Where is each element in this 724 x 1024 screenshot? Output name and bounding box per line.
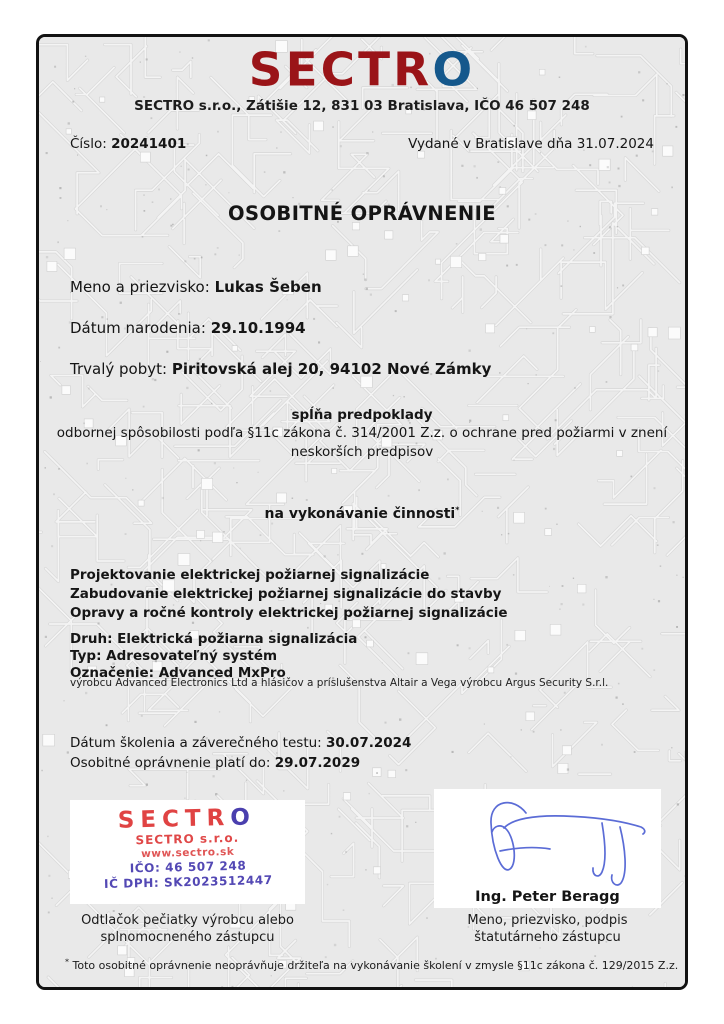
- activity-item: Projektovanie elektrickej požiarnej signalizácie: [70, 567, 430, 583]
- system-designation-line: Označenie: Advanced MxPro: [70, 665, 286, 681]
- stamp-logo-red: SECTR: [117, 804, 231, 834]
- stamp-ico: IČO: 46 507 248: [129, 858, 247, 876]
- name-row: [70, 278, 322, 296]
- activities-list: [70, 566, 508, 623]
- signature-caption: Meno, priezvisko, podpis štatutárneho zástupcu: [467, 913, 628, 945]
- manufacturer-note: výrobcu Advanced Electronics Ltd a hlásičov a príslušenstva Altair a Vega výrobcu Argus Security S.r.l.: [70, 677, 609, 689]
- dates-block: [70, 733, 411, 773]
- certificate-number: 20241401: [111, 136, 187, 152]
- certificate-number-label: Číslo:: [70, 136, 107, 152]
- certificate-content: [39, 37, 685, 987]
- activities-heading: [39, 506, 685, 522]
- signature-ink: [434, 791, 661, 886]
- stamp-logo-o: O: [230, 804, 257, 831]
- footnote-text: Toto osobitné oprávnenie neoprávňuje držiteľa na vykonávanie školení v zmysle §11c zákona č. 129/2015 Z.z.: [72, 959, 679, 972]
- residence-row: [70, 360, 491, 378]
- training-date-value: 30.07.2024: [326, 735, 412, 751]
- validity-row: [70, 753, 411, 773]
- activities-heading-text: na vykonávanie činnosti: [264, 506, 456, 522]
- company-address: SECTRO s.r.o., Zátišie 12, 831 03 Bratislava, IČO 46 507 248: [134, 98, 590, 114]
- name-value: Lukas Šeben: [214, 278, 322, 296]
- fulfills-detail: odbornej spôsobilosti podľa §11c zákona č. 314/2001 Z.z. o ochrane pred požiarmi v znení neskorších predpisov: [56, 425, 668, 460]
- stamp-imprint: [69, 797, 306, 893]
- certificate-title: OSOBITNÉ OPRÁVNENIE: [228, 202, 496, 225]
- company-logo: [36, 42, 688, 97]
- training-date-row: [70, 733, 411, 753]
- validity-value: 29.07.2029: [274, 755, 361, 771]
- system-kind-line: Druh: Elektrická požiarna signalizácia: [70, 631, 358, 647]
- footnote-mark: *: [65, 957, 69, 967]
- signatory-name: Ing. Peter Beragg: [475, 889, 620, 905]
- birth-date-label: Dátum narodenia:: [70, 319, 206, 337]
- issue-info: Vydané v Bratislave dňa 31.07.2024: [408, 136, 654, 152]
- training-date-label: Dátum školenia a záverečného testu:: [70, 735, 322, 751]
- validity-label: Osobitné oprávnenie platí do:: [70, 755, 271, 771]
- certificate-frame: [36, 34, 688, 990]
- stamp-box: [70, 800, 305, 904]
- stamp-caption: Odtlačok pečiatky výrobcu alebo splnomocneného zástupcu: [81, 913, 294, 945]
- signature-box: [434, 789, 661, 908]
- residence-value: Piritovská alej 20, 94102 Nové Zámky: [171, 360, 492, 378]
- fulfills-heading: spĺňa predpoklady: [291, 407, 433, 423]
- logo-text-blue: O: [432, 42, 476, 97]
- stamp-company: SECTRO s.r.o.: [135, 831, 240, 848]
- certificate-number-row: [70, 136, 186, 152]
- stamp-website: www.sectro.sk: [140, 846, 235, 861]
- fulfills-detail-wrap: [39, 424, 685, 462]
- stamp-ic-dph: IČ DPH: SK2023512447: [103, 873, 273, 892]
- system-description: [70, 631, 357, 682]
- birth-date-value: 29.10.1994: [210, 319, 306, 337]
- logo-text-red: SECTR: [248, 42, 433, 97]
- activity-item: Zabudovanie elektrickej požiarnej signalizácie do stavby: [70, 586, 502, 602]
- system-type-line: Typ: Adresovateľný systém: [70, 648, 278, 664]
- activities-footnote-mark: *: [455, 505, 460, 515]
- footnote: [65, 959, 678, 972]
- birth-date-row: [70, 319, 306, 337]
- activity-item: Opravy a ročné kontroly elektrickej požiarnej signalizácie: [70, 605, 508, 621]
- residence-label: Trvalý pobyt:: [70, 360, 168, 378]
- name-label: Meno a priezvisko:: [70, 278, 210, 296]
